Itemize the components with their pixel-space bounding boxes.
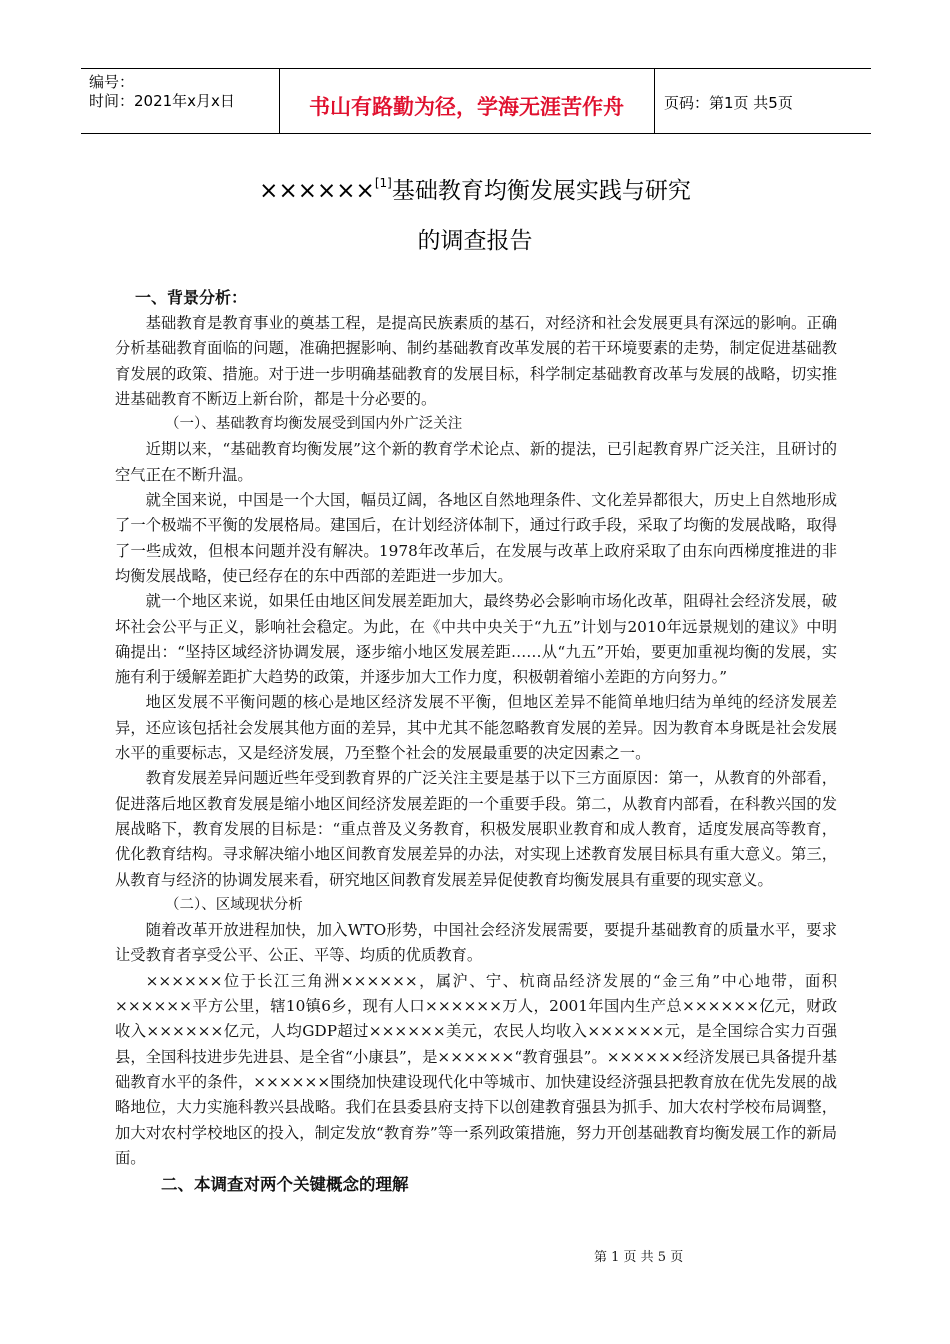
document-title-line2: 的调查报告 xyxy=(417,228,533,254)
paragraph: 近期以来，“基础教育均衡发展”这个新的教育学术论点、新的提法，已引起教育界广泛关注，且研讨的空气正在不断升温。 xyxy=(115,440,837,484)
subsection-heading-attention: （一）、基础教育均衡发展受到国内外广泛关注 xyxy=(165,416,463,433)
paragraph: 就一个地区来说，如果任由地区间发展差距加大，最终势必会影响市场化改革，阻碍社会经济发展，破坏社会公平与正义，影响社会稳定。为此，在《中共中央关于“九五”计划与2010年远景规划的建议》中明确提出：“坚持区域经济协调发展，逐步缩小地区发展差距……从“九五”开始，要更加重视均衡的发展，实施有利于缓解差距扩大趋势的政策，并逐步加大工作力度，积极朝着缩小差距的方向努力。” xyxy=(115,592,837,687)
header-divider-right xyxy=(654,69,655,133)
header-page-info: 页码：第1页 共5页 xyxy=(664,94,793,112)
page-footer: 第 1 页 共 5 页 xyxy=(594,1250,684,1265)
paragraph: 随着改革开放进程加快，加入WTO形势，中国社会经济发展需要，要提升基础教育的质量水平，要求让受教育者享受公平、公正、平等、均质的优质教育。 xyxy=(115,921,837,965)
paragraph: 教育发展差异问题近些年受到教育界的广泛关注主要是基于以下三方面原因：第一，从教育的外部看，促进落后地区教育发展是缩小地区间经济发展差距的一个重要手段。第二，从教育内部看，在科教兴国的发展战略下，教育发展的目标是：“重点普及义务教育，积极发展职业教育和成人教育，适度发展高等教育，优化教育结构。寻求解决缩小地区间教育发展差异的办法，对实现上述教育发展目标具有重大意义。第三，从教育与经济的协调发展来看，研究地区间教育发展差异促使教育均衡发展具有重要的现实意义。 xyxy=(115,769,837,889)
header-bottom-rule xyxy=(81,133,871,134)
document-title-line1 xyxy=(0,172,950,205)
title-line1-text: 基础教育均衡发展实践与研究 xyxy=(391,178,691,204)
paragraph: 地区发展不平衡问题的核心是地区经济发展不平衡，但地区差异不能简单地归结为单纯的经济发展差异，还应该包括社会发展其他方面的差异，其中尤其不能忽略教育发展的差异。因为教育本身既是社会发展水平的重要标志，又是经济发展，乃至整个社会的发展最重要的决定因素之一。 xyxy=(115,693,837,763)
section-heading-concepts: 二、本调查对两个关键概念的理解 xyxy=(161,1175,409,1195)
title-footnote-ref[interactable]: [1] xyxy=(374,176,392,191)
header-top-rule xyxy=(81,68,871,69)
paragraph: ××××××位于长江三角洲××××××，属沪、宁、杭商品经济发展的“金三角”中心地带，面积××××××平方公里，辖10镇6乡，现有人口××××××万人，2001年国内生产总××××××亿元，财政收入××××××亿元，人均GDP超过××××××美元，农民人均收入××××××元，是全国综合实力百强县，全国科技进步先进县、是全省“小康县”，是××××××“教育强县”。××××××经济发展已具备提升基础教育水平的条件，××××××围绕加快建设现代化中等城市、加快建设经济强县把教育放在优先发展的战略地位，大力实施科教兴县战略。我们在县委县府支持下以创建教育强县为抓手、加大农村学校布局调整，加大对农村学校地区的投入，制定发放“教育券”等一系列政策措施，努力开创基础教育均衡发展工作的新局面。 xyxy=(115,971,837,1167)
subsection-heading-regional: （二）、区域现状分析 xyxy=(165,896,303,913)
document-body xyxy=(115,285,837,1199)
document-time-label: 时间：2021年x月x日 xyxy=(89,92,235,110)
section-heading-background: 一、背景分析： xyxy=(135,288,248,307)
header-motto: 书山有路勤为径，学海无涯苦作舟 xyxy=(309,95,624,119)
paragraph: 就全国来说，中国是一个大国，幅员辽阔，各地区自然地理条件、文化差异都很大，历史上自然地形成了一个极端不平衡的发展格局。建国后，在计划经济体制下，通过行政手段，采取了均衡的发展战略，取得了一些成效，但根本问题并没有解决。1978年改革后，在发展与改革上政府采取了由东向西梯度推进的非均衡发展战略，使已经存在的东中西部的差距进一步加大。 xyxy=(115,491,837,585)
document-number-label: 编号： xyxy=(89,73,135,91)
paragraph: 基础教育是教育事业的奠基工程，是提高民族素质的基石，对经济和社会发展更具有深远的影响。正确分析基础教育面临的问题，准确把握影响、制约基础教育改革发展的若干环境要素的走势，制定促进基础教育发展的政策、措施。对于进一步明确基础教育的发展目标，科学制定基础教育改革与发展的战略，切实推进基础教育不断迈上新台阶，都是十分必要的。 xyxy=(115,314,837,408)
title-prefix: ×××××× xyxy=(259,178,375,204)
